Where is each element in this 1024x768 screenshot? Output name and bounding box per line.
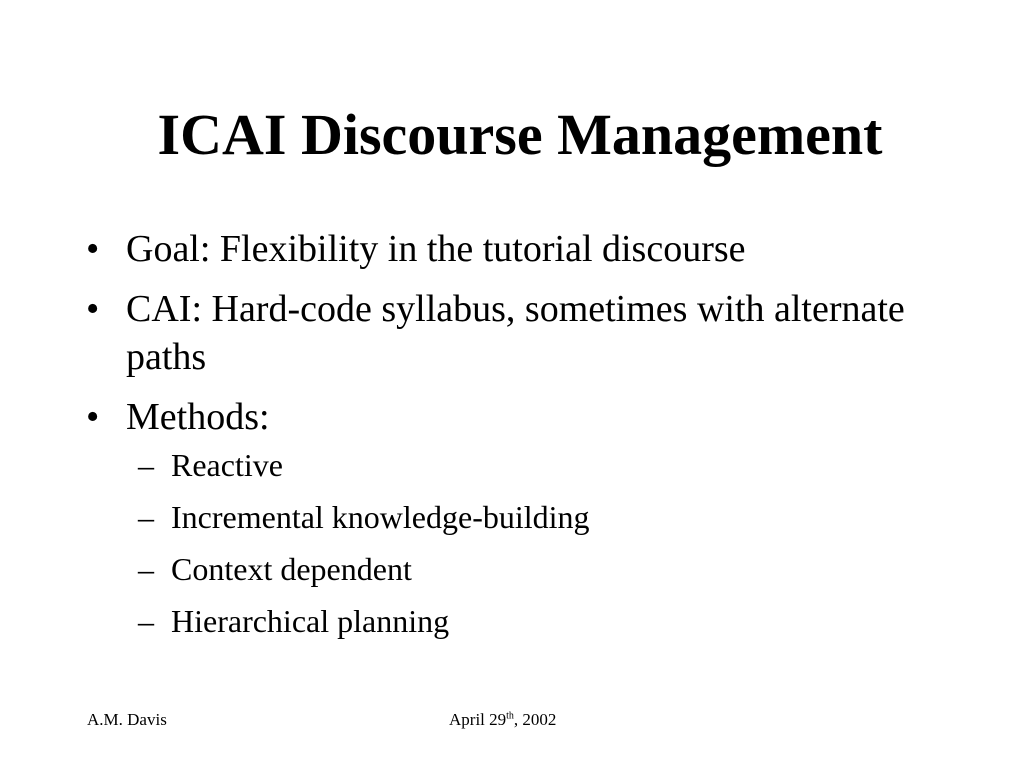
slide-title: ICAI Discourse Management: [157, 102, 883, 167]
bullet-text: Goal: Flexibility in the tutorial discourse: [126, 228, 746, 270]
sub-bullet-marker: –: [138, 447, 154, 483]
bullet-text: CAI: Hard-code syllabus, sometimes with alternate paths: [126, 288, 905, 378]
bullet-item-methods: [86, 393, 946, 641]
sub-bullet-item: [126, 601, 946, 641]
bullet-item-goal: [86, 225, 946, 273]
sub-bullet-text: Hierarchical planning: [171, 603, 450, 639]
bullet-marker: •: [86, 396, 100, 438]
bullet-marker: •: [86, 288, 100, 330]
bullet-text: Methods:: [126, 396, 270, 438]
sub-bullet-marker: –: [138, 551, 154, 587]
sub-bullet-text: Incremental knowledge-building: [171, 499, 590, 535]
sub-bullet-item: [126, 445, 946, 485]
sub-bullet-item: [126, 497, 946, 537]
bullet-list: [86, 225, 946, 653]
bullet-item-cai: [86, 285, 946, 381]
sub-bullet-marker: –: [138, 603, 154, 639]
footer-author: A.M. Davis: [87, 710, 167, 729]
sub-bullet-text: Reactive: [171, 447, 283, 483]
footer-date-prefix: April 29: [449, 710, 507, 729]
sub-bullet-marker: –: [138, 499, 154, 535]
sub-bullet-item: [126, 549, 946, 589]
footer-date-rest: , 2002: [513, 710, 557, 729]
sub-bullet-list: [126, 445, 946, 641]
sub-bullet-text: Context dependent: [171, 551, 412, 587]
footer-date-ordinal: th: [506, 710, 514, 722]
footer-date: [449, 709, 556, 731]
bullet-marker: •: [86, 228, 100, 270]
